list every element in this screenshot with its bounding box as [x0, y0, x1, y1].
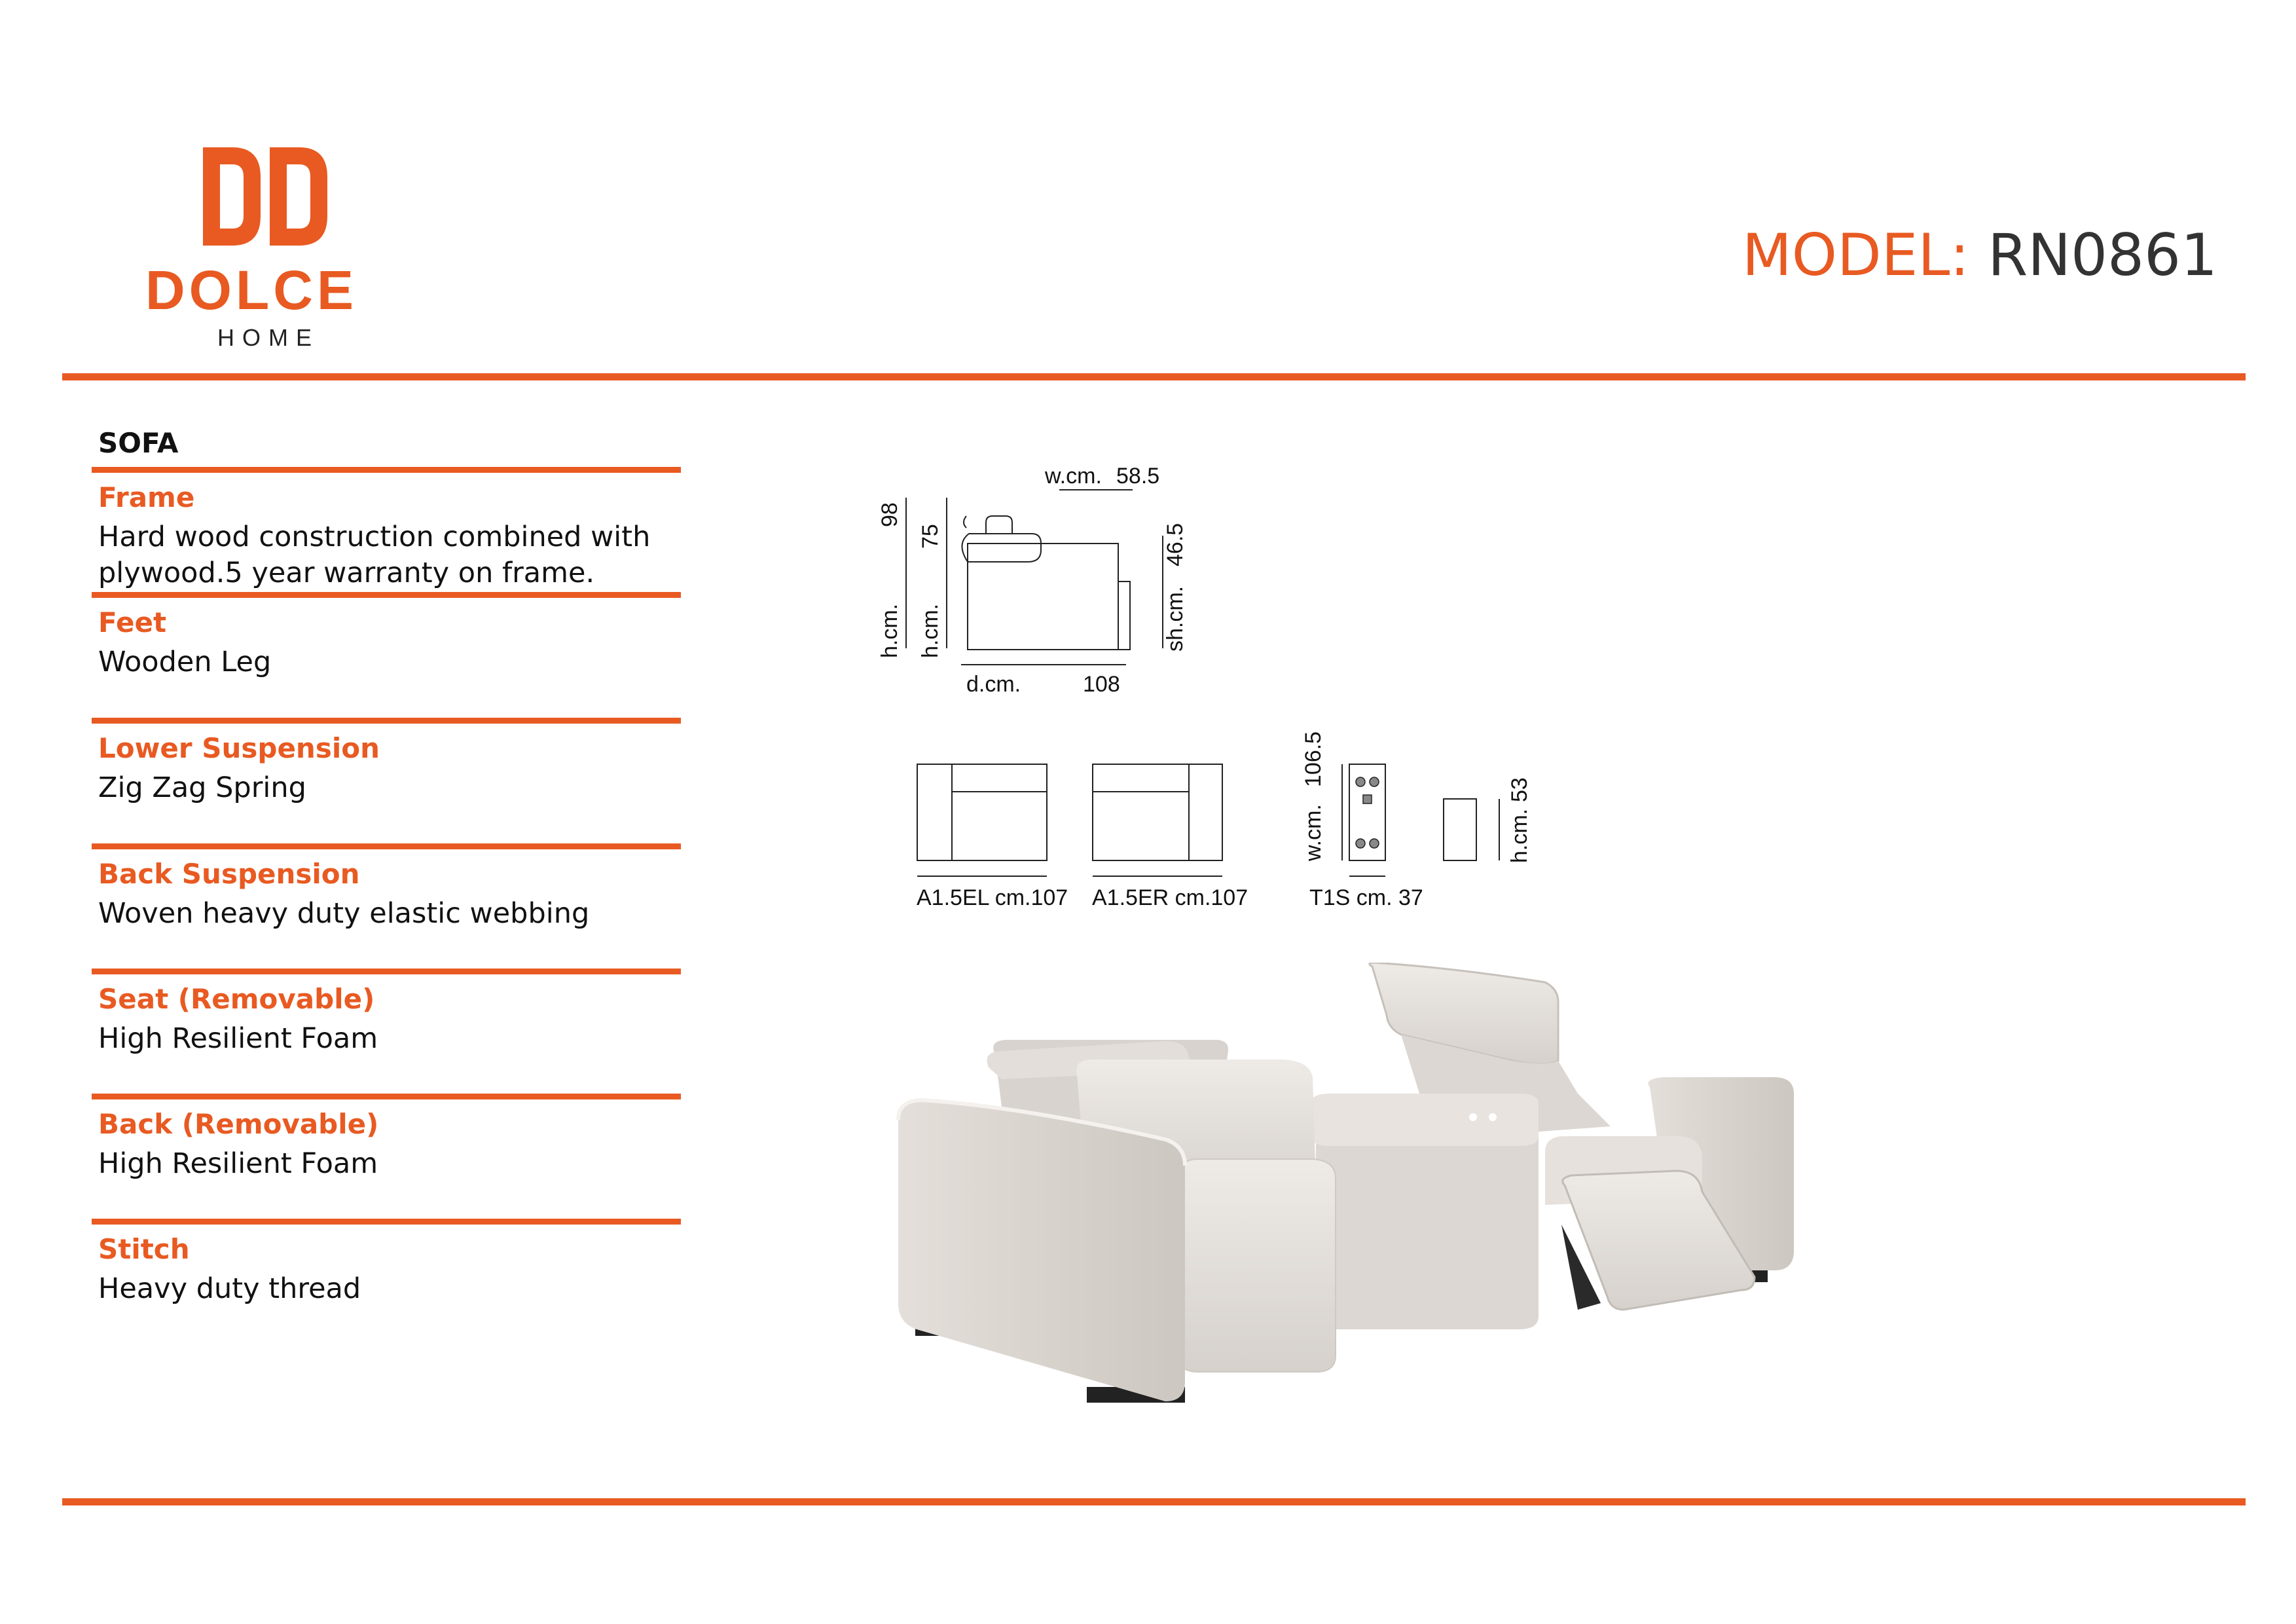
brand-name: DOLCE: [145, 259, 357, 321]
model-heading: [1742, 221, 2217, 289]
model-label: MODEL:: [1741, 221, 1970, 289]
spec-divider: [92, 718, 681, 724]
side-dimension-diagram: [851, 452, 1283, 714]
t1s-height-label: h.cm.: [1507, 808, 1532, 863]
spec-description: Wooden Leg: [98, 646, 272, 678]
spec-description: High Resilient Foam: [98, 1022, 378, 1055]
spec-divider: [92, 1094, 681, 1099]
depth-value: 108: [1083, 672, 1120, 697]
side-profile-footrest: [1118, 581, 1130, 650]
spec-description: Hard wood construction combined with plywood.5 year warranty on frame.: [98, 521, 651, 589]
section-title: SOFA: [98, 427, 179, 459]
header-divider: [62, 373, 2246, 380]
t1s-width-value: 106.5: [1301, 731, 1326, 787]
module-diagrams: [903, 727, 1558, 923]
t1s-width-label: w.cm.: [1301, 804, 1326, 861]
side-profile-headrest-top: [986, 516, 1012, 534]
spec-divider: [92, 592, 681, 598]
cup-holder-icon: [1370, 839, 1379, 848]
spec-description: Heavy duty thread: [98, 1272, 361, 1305]
width-value: 58.5: [1116, 464, 1160, 489]
module-a15el-outline: [917, 764, 1047, 860]
spec-divider: [92, 969, 681, 974]
console-light-icon: [1489, 1113, 1497, 1121]
module-t1s-label: T1S cm. 37: [1309, 885, 1423, 910]
seat-height-label: sh.cm.: [1163, 585, 1188, 652]
spec-divider: [92, 1219, 681, 1225]
module-t1s-outline: [1349, 764, 1385, 860]
sofa-right-headrest: [1370, 963, 1558, 1064]
spec-divider: [92, 467, 681, 473]
spec-title: Lower Suspension: [98, 732, 380, 764]
footer-divider: [62, 1498, 2246, 1505]
module-a15el-label: A1.5EL cm.107: [917, 885, 1068, 910]
height-value: 98: [877, 502, 902, 527]
console-light-icon: [1469, 1113, 1477, 1121]
spec-title: Feet: [98, 606, 167, 638]
tilt-arrow-icon: [964, 516, 966, 528]
spec-title: Stitch: [98, 1233, 190, 1265]
spec-title: Back (Removable): [98, 1108, 379, 1140]
module-a15er-label: A1.5ER cm.107: [1092, 885, 1248, 910]
brand-monogram-icon: [203, 147, 327, 246]
cup-holder-icon: [1356, 839, 1365, 848]
module-a15er-outline: [1093, 764, 1222, 860]
depth-label: d.cm.: [966, 672, 1021, 697]
module-t1s-side-outline: [1444, 799, 1476, 860]
height-value: 75: [918, 524, 943, 549]
sofa-left-arm: [898, 1100, 1185, 1401]
model-value: RN0861: [1988, 221, 2217, 289]
t1s-height-value: 53: [1507, 777, 1532, 802]
sofa-console-top: [1309, 1094, 1539, 1146]
sofa-left-seat: [1178, 1159, 1336, 1372]
spec-divider: [92, 843, 681, 849]
seat-height-value: 46.5: [1163, 523, 1188, 566]
width-label: w.cm.: [1045, 464, 1102, 489]
spec-title: Seat (Removable): [98, 983, 375, 1015]
spec-title: Back Suspension: [98, 858, 360, 890]
cup-holder-icon: [1356, 777, 1365, 786]
cup-holder-icon: [1370, 777, 1379, 786]
side-profile-body: [968, 544, 1118, 650]
height-label: h.cm.: [877, 603, 902, 658]
spec-description: Zig Zag Spring: [98, 771, 306, 804]
spec-description: Woven heavy duty elastic webbing: [98, 897, 590, 930]
brand-subtitle: HOME: [217, 324, 319, 351]
side-profile-headrest: [962, 534, 1041, 562]
sofa-product-image: [890, 963, 1807, 1434]
spec-description: High Resilient Foam: [98, 1147, 378, 1180]
storage-icon: [1363, 795, 1372, 803]
height-label: h.cm.: [918, 603, 943, 658]
spec-title: Frame: [98, 481, 195, 513]
